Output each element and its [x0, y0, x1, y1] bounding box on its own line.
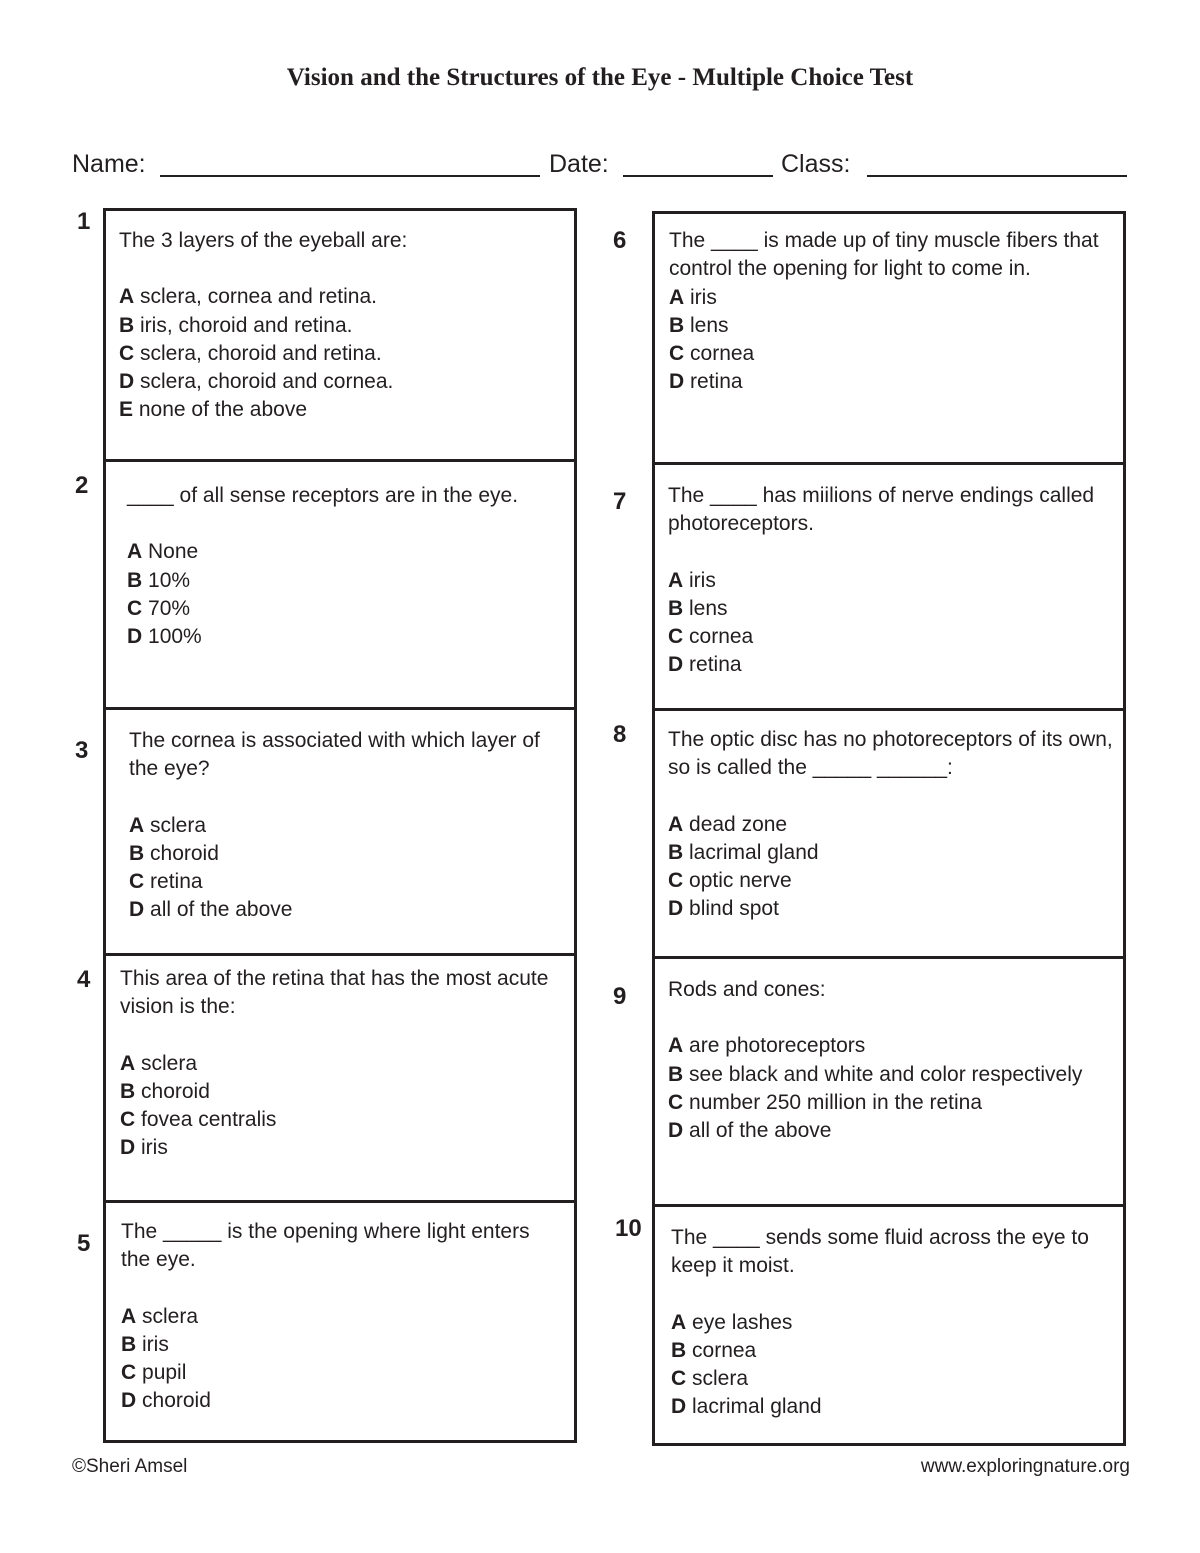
option-letter: D [127, 625, 143, 649]
answer-option[interactable] [127, 623, 564, 651]
answer-option[interactable] [120, 1134, 564, 1162]
answer-options [119, 283, 564, 424]
spacer [119, 255, 564, 283]
answer-option[interactable] [121, 1359, 564, 1387]
answer-options [669, 284, 1113, 397]
date-label: Date: [549, 150, 609, 178]
spacer [127, 510, 564, 538]
answer-option[interactable] [120, 1078, 564, 1106]
question-number-8: 8 [613, 721, 627, 748]
option-text: sclera [141, 1051, 198, 1075]
option-text: blind spot [689, 897, 779, 921]
answer-option[interactable] [127, 595, 564, 623]
option-letter: C [671, 1367, 687, 1391]
option-text: lens [689, 596, 728, 620]
answer-options [129, 812, 564, 925]
option-text: lens [690, 313, 729, 337]
question-stem: The _____ is the opening where light enters the eye. [121, 1220, 530, 1272]
question-number-5: 5 [77, 1230, 91, 1257]
question-stem: The optic disc has no photoreceptors of its own, so is called the _____ ______: [668, 728, 1113, 780]
option-text: sclera, cornea and retina. [140, 285, 377, 309]
name-field[interactable] [160, 175, 540, 177]
option-text: None [148, 540, 199, 564]
answer-option[interactable] [119, 368, 564, 396]
question-4 [106, 953, 574, 1200]
spacer [129, 784, 564, 812]
option-letter: A [121, 1304, 137, 1328]
answer-option[interactable] [668, 867, 1113, 895]
option-text: 70% [148, 596, 191, 620]
answer-option[interactable] [129, 868, 564, 896]
option-letter: A [668, 1034, 684, 1058]
option-letter: B [668, 840, 684, 864]
website-link[interactable]: www.exploringnature.org [920, 1456, 1130, 1477]
answer-option[interactable] [129, 840, 564, 868]
option-letter: C [668, 869, 684, 893]
answer-option[interactable] [121, 1331, 564, 1359]
option-text: choroid [150, 841, 219, 865]
answer-option[interactable] [669, 312, 1113, 340]
option-letter: C [669, 342, 685, 366]
option-text: 100% [148, 625, 202, 649]
question-stem: This area of the retina that has the most acute vision is the: [120, 967, 549, 1019]
answer-options [668, 1032, 1107, 1145]
student-info-row [72, 150, 1130, 184]
answer-option[interactable] [121, 1387, 564, 1415]
question-stem: ____ of all sense receptors are in the eye. [127, 484, 519, 507]
option-text: all of the above [689, 1119, 832, 1143]
option-letter: B [669, 313, 685, 337]
question-number-9: 9 [613, 983, 627, 1010]
question-1 [106, 211, 574, 459]
option-letter: D [668, 897, 684, 921]
option-text: iris [689, 568, 716, 592]
spacer [668, 539, 1113, 567]
page-title: Vision and the Structures of the Eye - Multiple Choice Test [286, 64, 914, 91]
answer-options [127, 538, 564, 651]
spacer [671, 1281, 1113, 1309]
option-letter: A [668, 568, 684, 592]
question-5 [106, 1200, 574, 1440]
answer-option[interactable] [120, 1050, 564, 1078]
answer-option[interactable] [120, 1106, 564, 1134]
question-number-10: 10 [615, 1215, 642, 1242]
option-text: none of the above [138, 398, 308, 422]
option-letter: D [669, 370, 685, 394]
option-letter: B [121, 1332, 137, 1356]
option-text: 10% [148, 568, 191, 592]
answer-option[interactable] [668, 651, 1113, 679]
answer-option[interactable] [669, 284, 1113, 312]
option-text: iris, choroid and retina. [140, 313, 353, 337]
option-text: lacrimal gland [689, 840, 819, 864]
option-text: retina [689, 653, 742, 677]
question-stem: The ____ has miilions of nerve endings called photoreceptors. [668, 484, 1095, 536]
option-letter: E [119, 398, 134, 422]
class-label: Class: [781, 150, 851, 178]
question-number-6: 6 [613, 227, 627, 254]
option-letter: C [668, 1090, 684, 1114]
option-letter: B [671, 1338, 687, 1362]
option-letter: B [668, 596, 684, 620]
answer-option[interactable] [119, 396, 564, 424]
option-text: sclera, choroid and retina. [140, 341, 382, 365]
class-field[interactable] [867, 175, 1127, 177]
question-stem: The cornea is associated with which layer of the eye? [129, 729, 540, 781]
option-text: see black and white and color respectively [689, 1062, 1083, 1086]
option-letter: D [668, 653, 684, 677]
answer-option[interactable] [129, 896, 564, 924]
option-letter: B [127, 568, 143, 592]
answer-option[interactable] [121, 1303, 564, 1331]
spacer [121, 1275, 564, 1303]
option-text: pupil [142, 1361, 187, 1385]
answer-option[interactable] [669, 368, 1113, 396]
answer-options [120, 1050, 564, 1163]
question-stem: Rods and cones: [668, 978, 826, 1001]
answer-option[interactable] [671, 1309, 1113, 1337]
answer-option[interactable] [668, 623, 1113, 651]
answer-option[interactable] [668, 1061, 1107, 1089]
answer-options [671, 1309, 1113, 1422]
answer-option[interactable] [671, 1337, 1113, 1365]
answer-option[interactable] [668, 567, 1113, 595]
question-number-3: 3 [75, 737, 89, 764]
question-number-1: 1 [77, 208, 91, 235]
answer-option[interactable] [668, 1089, 1107, 1117]
right-question-column [652, 211, 1126, 1446]
option-letter: D [671, 1395, 687, 1419]
option-text: cornea [692, 1338, 757, 1362]
option-letter: B [129, 841, 145, 865]
left-question-column [103, 208, 577, 1443]
answer-option[interactable] [127, 538, 564, 566]
option-text: retina [150, 870, 203, 894]
option-letter: C [127, 596, 143, 620]
option-text: number 250 million in the retina [689, 1090, 983, 1114]
option-text: choroid [141, 1079, 210, 1103]
answer-option[interactable] [127, 567, 564, 595]
question-2 [106, 459, 574, 707]
option-text: sclera, choroid and cornea. [140, 370, 394, 394]
option-letter: D [119, 370, 135, 394]
option-text: sclera [692, 1367, 749, 1391]
answer-option[interactable] [129, 812, 564, 840]
option-text: lacrimal gland [692, 1395, 822, 1419]
answer-option[interactable] [668, 811, 1113, 839]
option-letter: A [671, 1310, 687, 1334]
answer-option[interactable] [668, 895, 1113, 923]
option-text: choroid [142, 1389, 211, 1413]
answer-option[interactable] [671, 1365, 1113, 1393]
answer-option[interactable] [671, 1393, 1113, 1421]
question-3 [106, 707, 574, 953]
answer-options [668, 567, 1113, 680]
option-letter: D [129, 898, 145, 922]
option-letter: B [119, 313, 135, 337]
option-text: are photoreceptors [689, 1034, 866, 1058]
spacer [120, 1022, 564, 1050]
question-number-4: 4 [77, 966, 91, 993]
option-letter: C [121, 1361, 137, 1385]
option-letter: D [121, 1389, 137, 1413]
option-text: iris [690, 285, 717, 309]
date-field[interactable] [623, 175, 773, 177]
spacer [668, 783, 1113, 811]
answer-option[interactable] [119, 283, 564, 311]
option-text: dead zone [689, 812, 788, 836]
question-number-7: 7 [613, 488, 627, 515]
option-text: optic nerve [689, 869, 792, 893]
option-text: retina [690, 370, 743, 394]
option-letter: D [668, 1119, 684, 1143]
question-7 [655, 462, 1123, 708]
option-letter: A [668, 812, 684, 836]
option-letter: B [120, 1079, 136, 1103]
question-9 [655, 956, 1123, 1204]
option-text: iris [141, 1136, 168, 1160]
option-text: all of the above [150, 898, 293, 922]
answer-option[interactable] [668, 1117, 1107, 1145]
option-letter: A [120, 1051, 136, 1075]
option-text: sclera [150, 813, 207, 837]
option-letter: C [668, 625, 684, 649]
option-letter: C [120, 1108, 136, 1132]
option-letter: B [668, 1062, 684, 1086]
question-6 [655, 214, 1123, 462]
option-letter: C [129, 870, 145, 894]
answer-option[interactable] [668, 839, 1113, 867]
question-8 [655, 708, 1123, 956]
answer-option[interactable] [668, 1032, 1107, 1060]
question-stem: The ____ is made up of tiny muscle fibers that control the opening for light to come in. [669, 229, 1099, 281]
option-text: fovea centralis [141, 1108, 277, 1132]
option-text: sclera [142, 1304, 199, 1328]
answer-options [121, 1303, 564, 1416]
option-letter: D [120, 1136, 136, 1160]
option-letter: C [119, 341, 135, 365]
option-text: cornea [690, 342, 755, 366]
option-letter: A [129, 813, 145, 837]
question-10 [655, 1204, 1123, 1443]
answer-option[interactable] [669, 340, 1113, 368]
option-letter: A [669, 285, 685, 309]
spacer [668, 1004, 1107, 1032]
option-letter: A [127, 540, 143, 564]
answer-option[interactable] [119, 340, 564, 368]
answer-options [668, 811, 1113, 924]
copyright-text: ©Sheri Amsel [72, 1456, 188, 1477]
option-text: iris [142, 1332, 169, 1356]
question-number-2: 2 [75, 472, 89, 499]
answer-option[interactable] [119, 312, 564, 340]
answer-option[interactable] [668, 595, 1113, 623]
question-stem: The 3 layers of the eyeball are: [119, 229, 408, 252]
name-label: Name: [72, 150, 146, 178]
option-letter: A [119, 285, 135, 309]
option-text: eye lashes [692, 1310, 793, 1334]
question-stem: The ____ sends some fluid across the eye to keep it moist. [671, 1226, 1089, 1278]
option-text: cornea [689, 625, 754, 649]
